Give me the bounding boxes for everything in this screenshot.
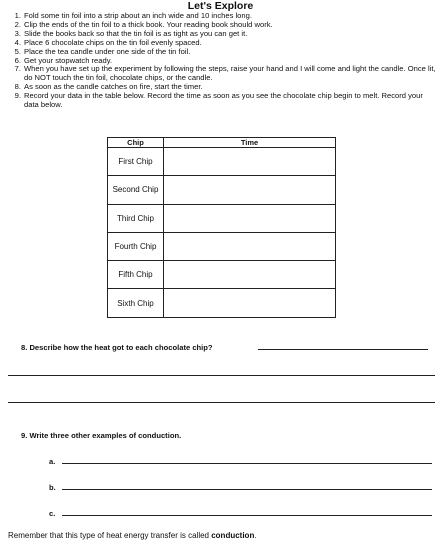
time-cell[interactable] xyxy=(164,289,336,317)
step-number: 5. xyxy=(14,46,21,56)
step-number: 9. xyxy=(14,91,21,101)
table-row xyxy=(108,261,336,289)
chip-cell: Third Chip xyxy=(108,204,164,232)
chip-cell: Fifth Chip xyxy=(108,261,164,289)
instruction-list xyxy=(8,12,436,110)
page-title: Let's Explore xyxy=(187,0,254,12)
column-header-chip: Chip xyxy=(108,138,164,148)
answer-line-9a[interactable] xyxy=(62,463,432,464)
step-text: As soon as the candle catches on fire, start the timer. xyxy=(24,82,203,92)
footer-period: . xyxy=(254,531,257,540)
step-number: 3. xyxy=(14,28,21,38)
step-text: Place the tea candle under one side of the tin foil. xyxy=(24,46,191,56)
answer-line-8b[interactable] xyxy=(8,402,435,403)
step-number: 8. xyxy=(14,82,21,92)
instruction-step xyxy=(8,92,436,110)
step-number: 1. xyxy=(14,11,21,20)
step-text: Place 6 chocolate chips on the tin foil evenly spaced. xyxy=(24,37,202,47)
table-row xyxy=(108,148,336,176)
time-cell[interactable] xyxy=(164,232,336,260)
table-row xyxy=(108,204,336,232)
sub-label-c: c. xyxy=(49,509,56,518)
footer-term: conduction xyxy=(211,531,255,540)
sub-label-a: a. xyxy=(49,457,56,466)
step-text: When you have set up the experiment by following the steps, raise your hand and I will come and light the candle. Once lit, do NOT touch the tin foil, chocolate chips, or the candle. xyxy=(24,64,436,83)
question-8: 8. Describe how the heat got to each chocolate chip? xyxy=(21,343,213,352)
step-number: 2. xyxy=(14,19,21,29)
chip-cell: Fourth Chip xyxy=(108,232,164,260)
answer-line-8-inline[interactable] xyxy=(258,349,428,350)
time-cell[interactable] xyxy=(164,176,336,204)
step-text: Clip the ends of the tin foil to a thick book. Your reading book should work. xyxy=(24,19,273,29)
answer-line-9b[interactable] xyxy=(62,489,432,490)
table-row xyxy=(108,289,336,317)
chip-cell: Second Chip xyxy=(108,176,164,204)
question-9: 9. Write three other examples of conduction. xyxy=(21,431,182,440)
step-text: Fold some tin foil into a strip about an inch wide and 10 inches long. xyxy=(24,11,252,20)
table-header-row xyxy=(108,138,336,148)
answer-line-9c[interactable] xyxy=(62,515,432,516)
step-text: Record your data in the table below. Record the time as soon as you see the chocolate chip begin to melt. Record your data below. xyxy=(24,91,423,110)
step-number: 6. xyxy=(14,55,21,65)
data-table xyxy=(107,137,336,318)
chip-cell: First Chip xyxy=(108,148,164,176)
time-cell[interactable] xyxy=(164,261,336,289)
table-row xyxy=(108,176,336,204)
step-text: Slide the books back so that the tin foil is as tight as you can get it. xyxy=(24,28,248,38)
footer-text: Remember that this type of heat energy transfer is called xyxy=(8,531,212,540)
answer-line-8a[interactable] xyxy=(8,375,435,376)
step-number: 4. xyxy=(14,37,21,47)
column-header-time: Time xyxy=(164,138,336,148)
instruction-step xyxy=(8,65,436,83)
step-number: 7. xyxy=(14,64,21,74)
chip-cell: Sixth Chip xyxy=(108,289,164,317)
footer-note xyxy=(8,531,257,540)
time-cell[interactable] xyxy=(164,148,336,176)
sub-label-b: b. xyxy=(49,483,56,492)
time-cell[interactable] xyxy=(164,204,336,232)
step-text: Get your stopwatch ready. xyxy=(24,55,113,65)
table-row xyxy=(108,232,336,260)
